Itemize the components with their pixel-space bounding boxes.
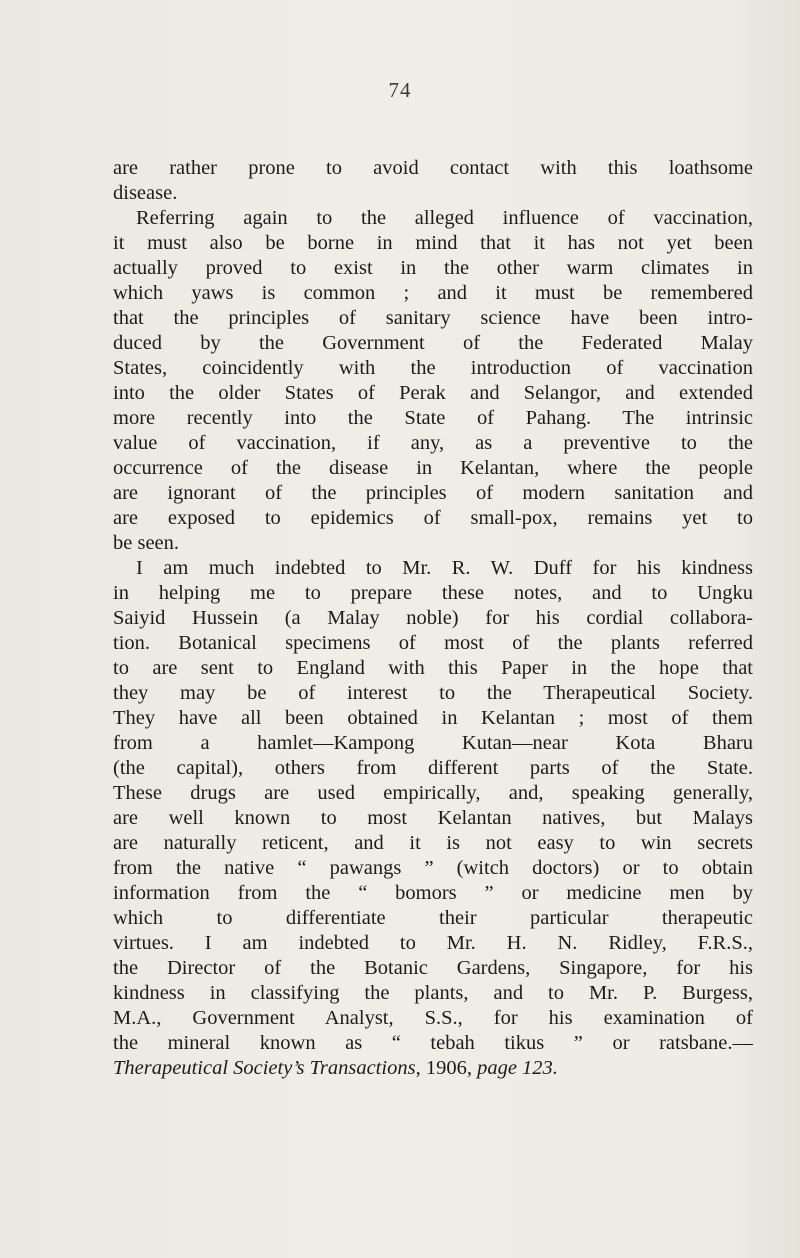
- text-line: more recently into the State of Pahang. The intrinsic: [113, 407, 753, 429]
- text-line: tion. Botanical specimens of most of the plants referred: [113, 632, 753, 654]
- text-line: information from the “ bomors ” or medicine men by: [113, 882, 753, 904]
- citation-line: [113, 1056, 753, 1081]
- text-line: in helping me to prepare these notes, and to Ungku: [113, 582, 753, 604]
- text-line: are well known to most Kelantan natives, but Malays: [113, 807, 753, 829]
- citation-journal: Therapeutical Society’s Transactions: [113, 1057, 416, 1079]
- citation-page: page 123.: [477, 1057, 558, 1079]
- text-line: actually proved to exist in the other warm climates in: [113, 257, 753, 279]
- text-line: States, coincidently with the introduction of vaccination: [113, 357, 753, 379]
- text-line: are exposed to epidemics of small-pox, remains yet to: [113, 507, 753, 529]
- text-line: be seen.: [113, 532, 180, 554]
- text-line: from a hamlet—Kampong Kutan—near Kota Bharu: [113, 732, 753, 754]
- body-text: [113, 156, 753, 1081]
- text-line: M.A., Government Analyst, S.S., for his examination of: [113, 1007, 753, 1029]
- text-line: These drugs are used empirically, and, speaking generally,: [113, 782, 753, 804]
- text-line: the Director of the Botanic Gardens, Singapore, for his: [113, 957, 753, 979]
- text-line: kindness in classifying the plants, and to Mr. P. Burgess,: [113, 982, 753, 1004]
- text-line: value of vaccination, if any, as a preventive to the: [113, 432, 753, 454]
- text-line: are rather prone to avoid contact with this loathsome: [113, 157, 753, 179]
- text-line: it must also be borne in mind that it has not yet been: [113, 232, 753, 254]
- text-line: which to differentiate their particular therapeutic: [113, 907, 753, 929]
- citation-year: , 1906,: [415, 1057, 478, 1079]
- text-line: Referring again to the alleged influence of vaccination,: [136, 207, 753, 229]
- text-line: Saiyid Hussein (a Malay noble) for his cordial collabora-: [113, 607, 753, 629]
- text-line: disease.: [113, 182, 178, 204]
- text-line: are naturally reticent, and it is not easy to win secrets: [113, 832, 753, 854]
- page-number: 74: [388, 78, 412, 102]
- text-line: are ignorant of the principles of modern sanitation and: [113, 482, 753, 504]
- text-line: the mineral known as “ tebah tikus ” or ratsbane.—: [113, 1032, 753, 1054]
- text-line: I am much indebted to Mr. R. W. Duff for his kindness: [136, 557, 753, 579]
- text-line: virtues. I am indebted to Mr. H. N. Ridley, F.R.S.,: [113, 932, 753, 954]
- text-line: into the older States of Perak and Selangor, and extended: [113, 382, 753, 404]
- text-line: They have all been obtained in Kelantan ; most of them: [113, 707, 753, 729]
- text-line: which yaws is common ; and it must be remembered: [113, 282, 753, 304]
- text-line: they may be of interest to the Therapeutical Society.: [113, 682, 753, 704]
- text-line: to are sent to England with this Paper in the hope that: [113, 657, 753, 679]
- text-line: duced by the Government of the Federated Malay: [113, 332, 753, 354]
- text-line: that the principles of sanitary science have been intro-: [113, 307, 753, 329]
- text-line: occurrence of the disease in Kelantan, where the people: [113, 457, 753, 479]
- text-line: (the capital), others from different parts of the State.: [113, 757, 753, 779]
- text-line: from the native “ pawangs ” (witch doctors) or to obtain: [113, 857, 753, 879]
